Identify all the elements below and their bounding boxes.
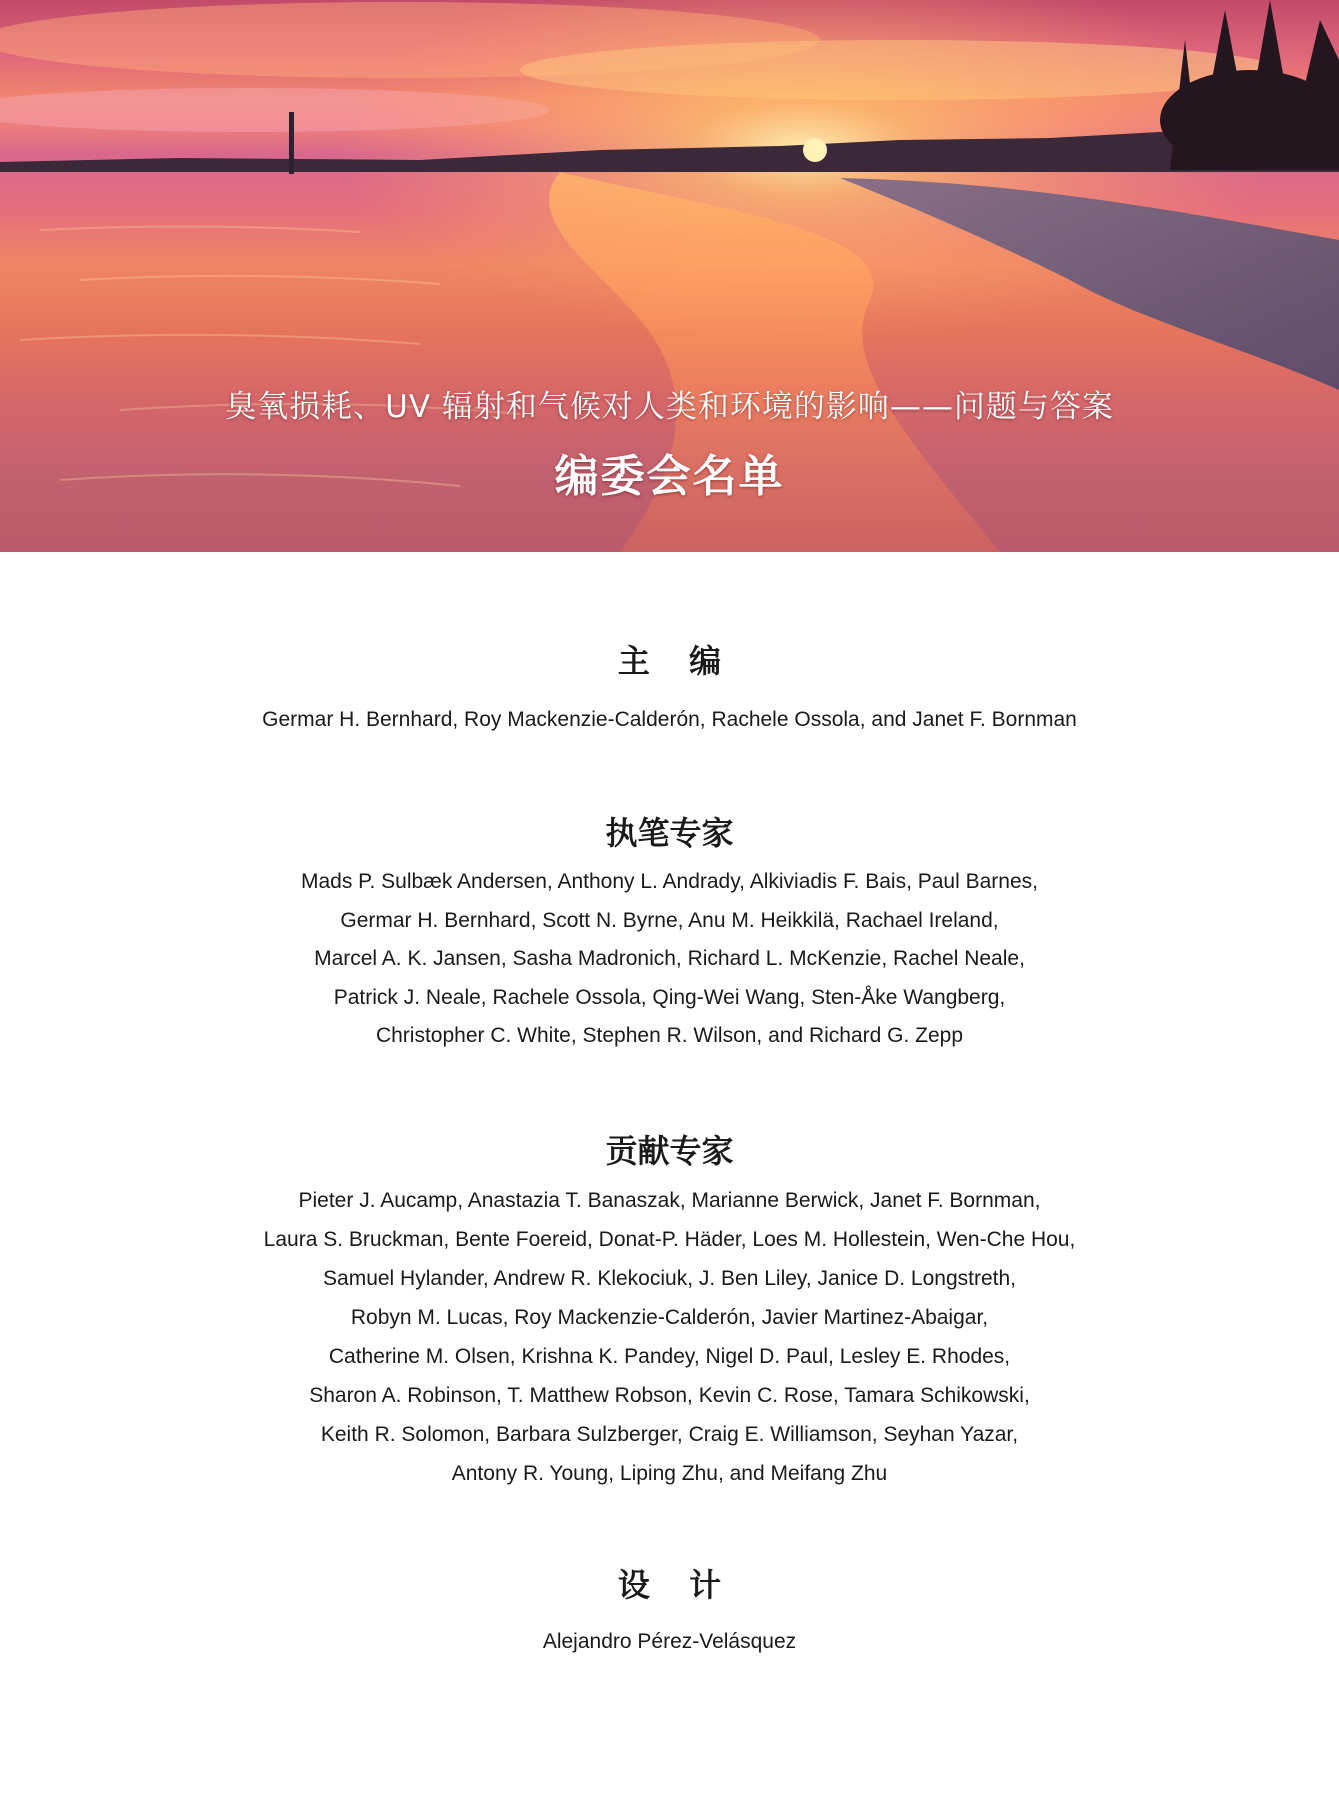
name-line: Catherine M. Olsen, Krishna K. Pandey, Nigel D. Paul, Lesley E. Rhodes, xyxy=(328,1345,1011,1368)
sun xyxy=(803,138,827,162)
section-contributors xyxy=(0,1126,1339,1493)
name-line: Mads P. Sulbæk Andersen, Anthony L. Andrady, Alkiviadis F. Bais, Paul Barnes, xyxy=(301,870,1038,893)
pole xyxy=(289,112,294,174)
name-list xyxy=(0,863,1339,1056)
name-line: Antony R. Young, Liping Zhu, and Meifang Zhu xyxy=(451,1462,888,1485)
name-list xyxy=(0,700,1339,739)
name-line: Samuel Hylander, Andrew R. Klekociuk, J. Ben Liley, Janice D. Longstreth, xyxy=(323,1267,1016,1290)
name-line: Robyn M. Lucas, Roy Mackenzie-Calderón, Javier Martinez-Abaigar, xyxy=(350,1306,989,1329)
section-authors xyxy=(0,808,1339,1056)
name-line: Keith R. Solomon, Barbara Sulzberger, Craig E. Williamson, Seyhan Yazar, xyxy=(320,1423,1019,1446)
name-line: Alejandro Pérez-Velásquez xyxy=(542,1630,797,1653)
section-editors xyxy=(0,636,1339,739)
document-title: 编委会名单 xyxy=(554,451,785,502)
name-list xyxy=(0,1622,1339,1661)
name-line: Germar H. Bernhard, Scott N. Byrne, Anu M. Heikkilä, Rachael Ireland, xyxy=(340,908,999,932)
name-line: Germar H. Bernhard, Roy Mackenzie-Calderón, Rachele Ossola, and Janet F. Bornman xyxy=(262,708,1077,731)
section-heading: 主 编 xyxy=(617,642,736,680)
name-line: Sharon A. Robinson, T. Matthew Robson, Kevin C. Rose, Tamara Schikowski, xyxy=(309,1384,1030,1407)
name-list xyxy=(0,1181,1339,1493)
name-line: Christopher C. White, Stephen R. Wilson, and Richard G. Zepp xyxy=(375,1024,964,1047)
name-line: Laura S. Bruckman, Bente Foereid, Donat-P. Häder, Loes M. Hollestein, Wen-Che Hou, xyxy=(263,1228,1076,1251)
section-heading: 执笔专家 xyxy=(605,814,734,852)
document-subtitle: 臭氧损耗、UV 辐射和气候对人类和环境的影响——问题与答案 xyxy=(225,389,1114,425)
name-line: Pieter J. Aucamp, Anastazia T. Banaszak, Marianne Berwick, Janet F. Bornman, xyxy=(298,1189,1041,1212)
hero-banner xyxy=(0,0,1339,552)
name-line: Marcel A. K. Jansen, Sasha Madronich, Richard L. McKenzie, Rachel Neale, xyxy=(314,947,1025,970)
section-design xyxy=(0,1560,1339,1661)
name-line: Patrick J. Neale, Rachele Ossola, Qing-Wei Wang, Sten-Åke Wangberg, xyxy=(333,985,1006,1009)
section-heading: 设 计 xyxy=(617,1566,736,1604)
section-heading: 贡献专家 xyxy=(605,1132,734,1170)
